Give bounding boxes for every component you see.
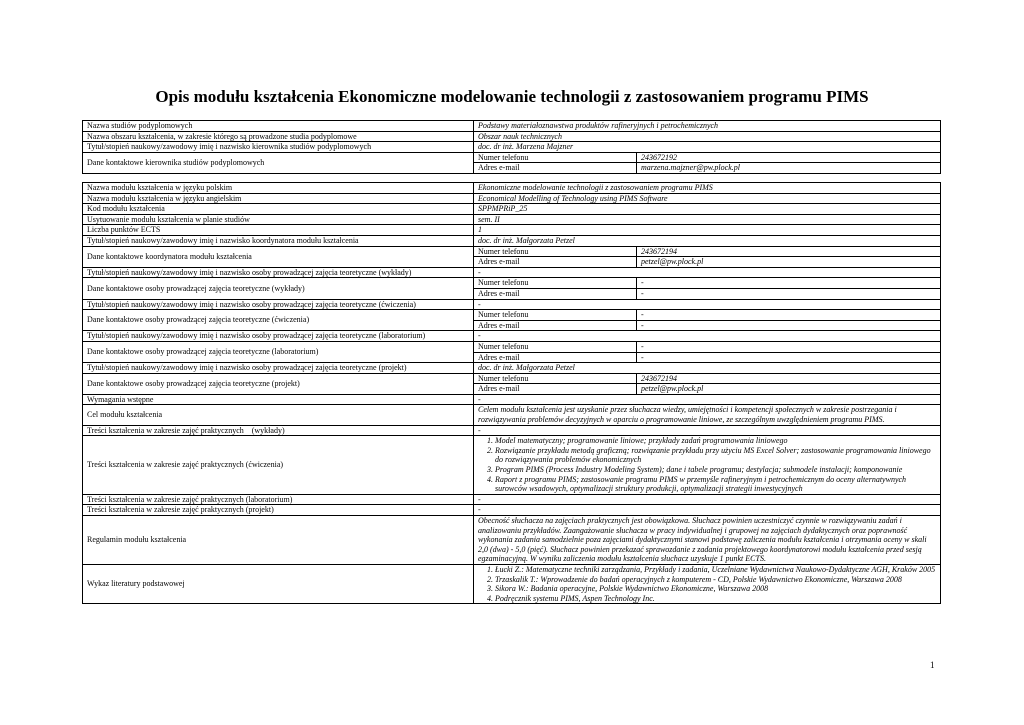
- contact-value: 243672194: [637, 246, 941, 257]
- contact-value: petzel@pw.plock.pl: [637, 257, 941, 268]
- row-label: Wymagania wstępne: [83, 394, 474, 405]
- contact-value: -: [637, 288, 941, 299]
- contact-key: Numer telefonu: [474, 152, 637, 163]
- contact-key: Numer telefonu: [474, 310, 637, 321]
- list-item: 1. Łucki Z.: Matematyczne techniki zarządzania, Przykłady i zadania, Uczelniane Wydawnictwa Naukowo-Dydaktyczne AGH, Kraków 2005: [495, 565, 936, 575]
- contact-key: Adres e-mail: [474, 288, 637, 299]
- table-row: [83, 183, 941, 194]
- list-item: 2. Rozwiązanie przykładu metodą graficzną; rozwiązanie przykładu przy użyciu MS Excel Solver; zastosowanie programowania liniowego do rozwiązywania problemów ekonomicznych: [495, 446, 936, 465]
- contact-key: Numer telefonu: [474, 278, 637, 289]
- row-label: Nazwa modułu kształcenia w języku polskim: [83, 183, 474, 194]
- table-row: [83, 235, 941, 246]
- row-value: doc. dr inż. Małgorzata Petzel: [474, 235, 941, 246]
- contact-key: Adres e-mail: [474, 352, 637, 363]
- table-row: [83, 505, 941, 516]
- row-value: doc. dr inż. Marzena Majzner: [474, 142, 941, 153]
- table-row: [83, 121, 941, 132]
- contact-value: -: [637, 352, 941, 363]
- list-item: 2. Trzaskalik T.: Wprowadzenie do badań operacyjnych z komputerem - CD, Polskie Wydawnictwo Ekonomiczne, Warszawa 2008: [495, 575, 936, 585]
- contact-value: 243672192: [637, 152, 941, 163]
- table-row: [83, 341, 941, 352]
- table-row: [83, 363, 941, 374]
- page-title: Opis modułu kształcenia Ekonomiczne modelowanie technologii z zastosowaniem programu PIMS: [155, 87, 869, 106]
- row-label: Nazwa modułu kształcenia w języku angielskim: [83, 193, 474, 204]
- row-label: Cel modułu kształcenia: [83, 405, 474, 425]
- row-value: -: [474, 267, 941, 278]
- row-value: -: [474, 394, 941, 405]
- row-label: Dane kontaktowe osoby prowadzącej zajęcia teoretyczne (ćwiczenia): [83, 310, 474, 331]
- page-number: 1: [930, 660, 935, 670]
- row-value: -: [474, 331, 941, 342]
- row-label: Dane kontaktowe osoby prowadzącej zajęcia teoretyczne (wykłady): [83, 278, 474, 299]
- row-value: Celem modułu kształcenia jest uzyskanie przez słuchacza wiedzy, umiejętności i kompetencji społecznych w zakresie postrzegania i rozwiązywania problemów decyzyjnych w oparciu o programowanie liniowe, ze szczególnym uwzględnieniem programu PIMS.: [474, 405, 941, 425]
- row-value: -: [474, 425, 941, 436]
- row-value: 1: [474, 225, 941, 236]
- table-row: [83, 331, 941, 342]
- table-row: [83, 373, 941, 384]
- row-label: Tytuł/stopień naukowy/zawodowy imię i nazwisko koordynatora modułu kształcenia: [83, 235, 474, 246]
- contact-key: Numer telefonu: [474, 341, 637, 352]
- row-value: Economical Modelling of Technology using PIMS Software: [474, 193, 941, 204]
- row-value: SPPMPRiP_25: [474, 204, 941, 215]
- contact-value: -: [637, 320, 941, 331]
- contact-value: -: [637, 310, 941, 321]
- row-value: Obecność słuchacza na zajęciach praktycznych jest obowiązkowa. Słuchacz powinien uczestniczyć czynnie w rozwiązywaniu zadań i analizowaniu przykładów. Zaangażowanie słuchacza w pracy indywidualnej i grupowej na zajęciach dydaktycznych oraz poprawność wykonania zadania samodzielnie poza zajęciami dydaktycznymi stanowi podstawę zaliczenia modułu kształcenia i otrzymania oceny w skali 2,0 (dwa) - 5,0 (pięć). Słuchacz powinien przekazać sprawozdanie z zadania projektowego koordynatorowi modułu kształcenia przed sesją egzaminacyjną. W wyniku zaliczenia modułu kształcenia słuchacz uzyskuje 1 punkt ECTS.: [474, 516, 941, 565]
- table-row: [83, 267, 941, 278]
- list-item: 4. Raport z programu PIMS; zastosowanie programu PIMS w przemyśle rafineryjnym i petrochemicznym do oceny alternatywnych surowców wsadowych, optymalizacji struktury produkcji, optymalizacji strategii inwestycyjnych: [495, 475, 936, 494]
- table-row: [83, 131, 941, 142]
- row-label: Usytuowanie modułu kształcenia w planie studiów: [83, 214, 474, 225]
- list-item: 3. Program PIMS (Process Industry Modeling System); dane i tabele programu; destylacja; submodele instalacji; komponowanie: [495, 465, 936, 475]
- table-row: [83, 310, 941, 321]
- row-value-list: [474, 436, 941, 495]
- contact-value: 243672194: [637, 373, 941, 384]
- row-value: Podstawy materiałoznawstwa produktów rafineryjnych i petrochemicznych: [474, 121, 941, 132]
- row-value: sem. II: [474, 214, 941, 225]
- numbered-list: [478, 436, 936, 494]
- row-label: Tytuł/stopień naukowy/zawodowy imię i nazwisko osoby prowadzącej zajęcia teoretyczne (ćwiczenia): [83, 299, 474, 310]
- row-label: Dane kontaktowe kierownika studiów podyplomowych: [83, 152, 474, 173]
- table-row: [83, 436, 941, 495]
- table-row: [83, 564, 941, 603]
- row-label: Treści kształcenia w zakresie zajęć praktycznych (projekt): [83, 505, 474, 516]
- row-value: -: [474, 494, 941, 505]
- row-value: Ekonomiczne modelowanie technologii z zastosowaniem programu PIMS: [474, 183, 941, 194]
- studies-info-table: [82, 120, 941, 174]
- table-row: [83, 142, 941, 153]
- table-row: [83, 299, 941, 310]
- contact-key: Adres e-mail: [474, 384, 637, 395]
- row-value: -: [474, 299, 941, 310]
- table-row: [83, 405, 941, 425]
- contact-key: Numer telefonu: [474, 373, 637, 384]
- table-row: [83, 204, 941, 215]
- row-value: -: [474, 505, 941, 516]
- row-label: Wykaz literatury podstawowej: [83, 564, 474, 603]
- contact-value: petzel@pw.plock.pl: [637, 384, 941, 395]
- table-row: [83, 494, 941, 505]
- row-label: Treści kształcenia w zakresie zajęć praktycznych (wykłady): [83, 425, 474, 436]
- module-info-table: [82, 182, 941, 604]
- numbered-list: [478, 565, 936, 603]
- row-label: Dane kontaktowe koordynatora modułu kształcenia: [83, 246, 474, 267]
- row-label: Nazwa studiów podyplomowych: [83, 121, 474, 132]
- row-label: Dane kontaktowe osoby prowadzącej zajęcia teoretyczne (projekt): [83, 373, 474, 394]
- row-label: Nazwa obszaru kształcenia, w zakresie którego są prowadzone studia podyplomowe: [83, 131, 474, 142]
- table-row: [83, 516, 941, 565]
- row-label: Regulamin modułu kształcenia: [83, 516, 474, 565]
- list-item: 4. Podręcznik systemu PIMS, Aspen Technology Inc.: [495, 594, 936, 604]
- contact-key: Numer telefonu: [474, 246, 637, 257]
- row-value: doc. dr inż. Małgorzata Petzel: [474, 363, 941, 374]
- table-row: [83, 246, 941, 257]
- table-row: [83, 425, 941, 436]
- row-label: Kod modułu kształcenia: [83, 204, 474, 215]
- contact-key: Adres e-mail: [474, 163, 637, 174]
- row-label: Tytuł/stopień naukowy/zawodowy imię i nazwisko osoby prowadzącej zajęcia teoretyczne (wykłady): [83, 267, 474, 278]
- table-row: [83, 278, 941, 289]
- row-label: Tytuł/stopień naukowy/zawodowy imię i nazwisko kierownika studiów podyplomowych: [83, 142, 474, 153]
- table-row: [83, 152, 941, 163]
- row-label: Treści kształcenia w zakresie zajęć praktycznych (laboratorium): [83, 494, 474, 505]
- list-item: 1. Model matematyczny; programowanie liniowe; przykłady zadań programowania liniowego: [495, 436, 936, 446]
- table-row: [83, 214, 941, 225]
- contact-key: Adres e-mail: [474, 320, 637, 331]
- row-value: Obszar nauk technicznych: [474, 131, 941, 142]
- table-row: [83, 225, 941, 236]
- row-value-list: [474, 564, 941, 603]
- row-label: Treści kształcenia w zakresie zajęć praktycznych (ćwiczenia): [83, 436, 474, 495]
- contact-value: marzena.majzner@pw.plock.pl: [637, 163, 941, 174]
- row-label: Dane kontaktowe osoby prowadzącej zajęcia teoretyczne (laboratorium): [83, 341, 474, 362]
- row-label: Tytuł/stopień naukowy/zawodowy imię i nazwisko osoby prowadzącej zajęcia teoretyczne (laboratorium): [83, 331, 474, 342]
- contact-key: Adres e-mail: [474, 257, 637, 268]
- row-label: Tytuł/stopień naukowy/zawodowy imię i nazwisko osoby prowadzącej zajęcia teoretyczne (projekt): [83, 363, 474, 374]
- contact-value: -: [637, 341, 941, 352]
- list-item: 3. Sikora W.: Badania operacyjne, Polskie Wydawnictwo Ekonomiczne, Warszawa 2008: [495, 584, 936, 594]
- table-row: [83, 193, 941, 204]
- contact-value: -: [637, 278, 941, 289]
- row-label: Liczba punktów ECTS: [83, 225, 474, 236]
- table-row: [83, 394, 941, 405]
